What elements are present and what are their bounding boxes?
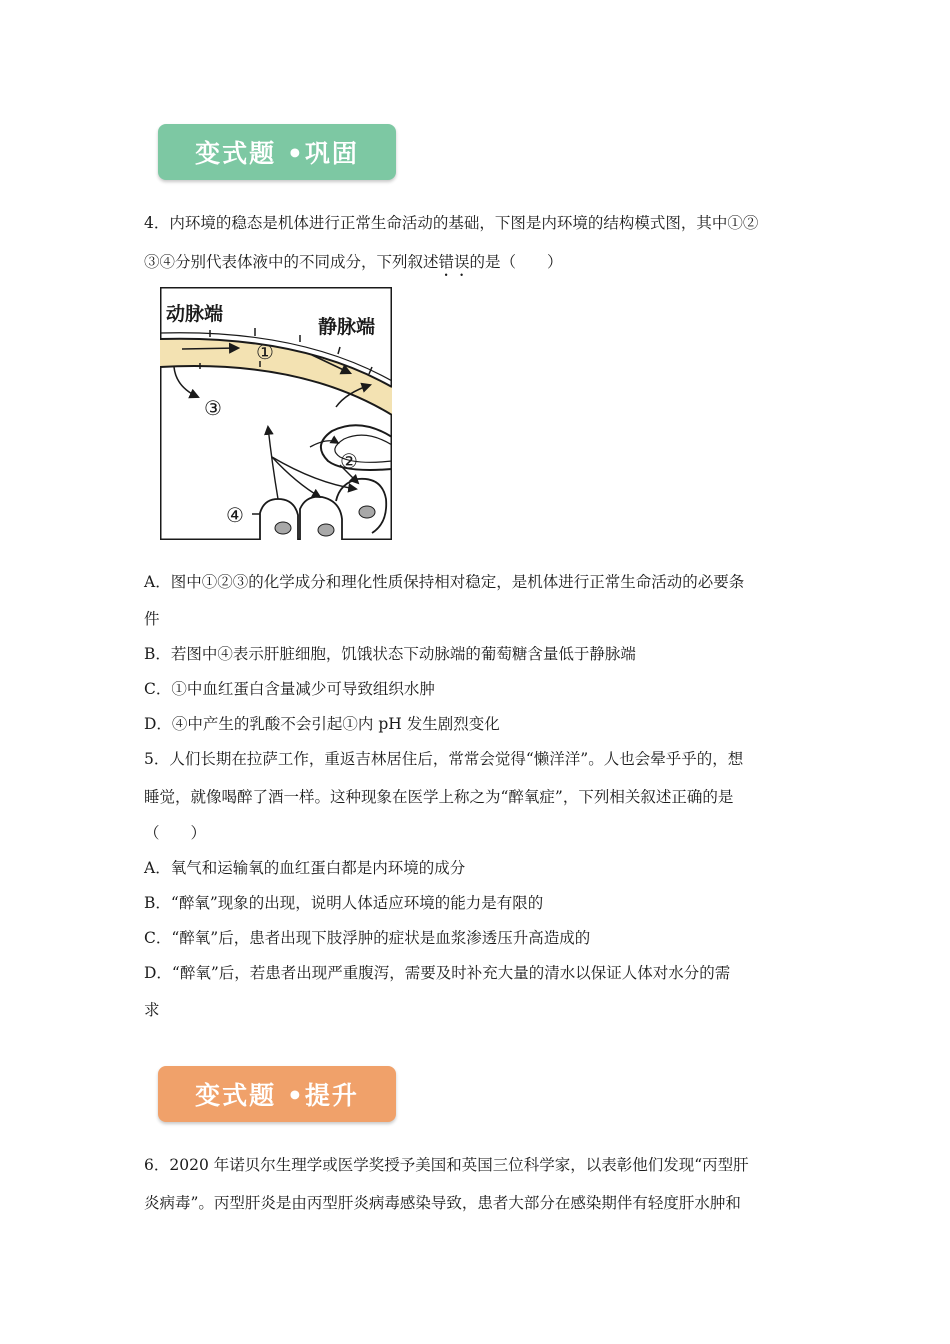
tissue-cell [260, 499, 298, 540]
label-2-lymph: ② [340, 449, 358, 473]
q5-option-b: B．“醉氧”现象的出现，说明人体适应环境的能力是有限的 [144, 894, 544, 912]
q6-stem-line-2: 炎病毒”。丙型肝炎是由丙型肝炎病毒感染导致，患者大部分在感染期伴有轻度肝水肿和 [144, 1194, 741, 1212]
q4-option-b: B．若图中④表示肝脏细胞，饥饿状态下动脉端的葡萄糖含量低于静脉端 [144, 645, 636, 663]
q4-emphasis-word: 错误 [438, 253, 470, 271]
internal-environment-diagram [160, 287, 392, 540]
label-3-interstitial: ③ [204, 396, 222, 420]
q5-stem-line-2: 睡觉，就像喝醉了酒一样。这种现象在医学上称之为“醉氧症”，下列相关叙述正确的是 [144, 788, 734, 806]
q4-option-a-line-2: 件 [144, 610, 160, 628]
q5-option-d-line-1: D．“醉氧”后，若患者出现严重腹泻，需要及时补充大量的清水以保证人体对水分的需 [144, 964, 731, 982]
q4-stem-line-1: 4．内环境的稳态是机体进行正常生命活动的基础，下图是内环境的结构模式图，其中①② [144, 214, 759, 232]
label-4-cell: ④ [226, 503, 244, 527]
arterial-end-label: 动脉端 [166, 303, 224, 325]
cell-nucleus [318, 524, 334, 536]
variant-improve-banner: 变式题 •提升 [158, 1066, 396, 1122]
q5-option-d-line-2: 求 [144, 1001, 160, 1019]
variant-consolidate-banner: 变式题 •巩固 [158, 124, 396, 180]
cell-nucleus [359, 506, 375, 518]
q6-stem-line-1: 6．2020 年诺贝尔生理学或医学奖授予美国和英国三位科学家，以表彰他们发现“丙型肝 [144, 1156, 749, 1174]
cell-nucleus [275, 522, 291, 534]
venous-end-label: 静脉端 [318, 316, 376, 338]
q5-stem-line-3: （ ） [144, 824, 207, 842]
q5-option-c: C．“醉氧”后，患者出现下肢浮肿的症状是血浆渗透压升高造成的 [144, 929, 591, 947]
label-1-plasma: ① [256, 340, 274, 364]
q4-option-d: D．④中产生的乳酸不会引起①内 pH 发生剧烈变化 [144, 715, 500, 733]
q4-option-c: C．①中血红蛋白含量减少可导致组织水肿 [144, 680, 435, 698]
q4-stem-text: ③④分别代表体液中的不同成分，下列叙述 [144, 253, 439, 271]
q4-option-a-line-1: A．图中①②③的化学成分和理化性质保持相对稳定，是机体进行正常生命活动的必要条 [144, 573, 745, 591]
q5-stem-line-1: 5．人们长期在拉萨工作，重返吉林居住后，常常会觉得“懒洋洋”。人也会晕乎乎的，想 [144, 750, 744, 768]
q4-stem-bracket: 的是（ ） [469, 253, 563, 271]
q4-stem-line-2 [144, 252, 563, 280]
q5-option-a: A．氧气和运输氧的血红蛋白都是内环境的成分 [144, 859, 466, 877]
